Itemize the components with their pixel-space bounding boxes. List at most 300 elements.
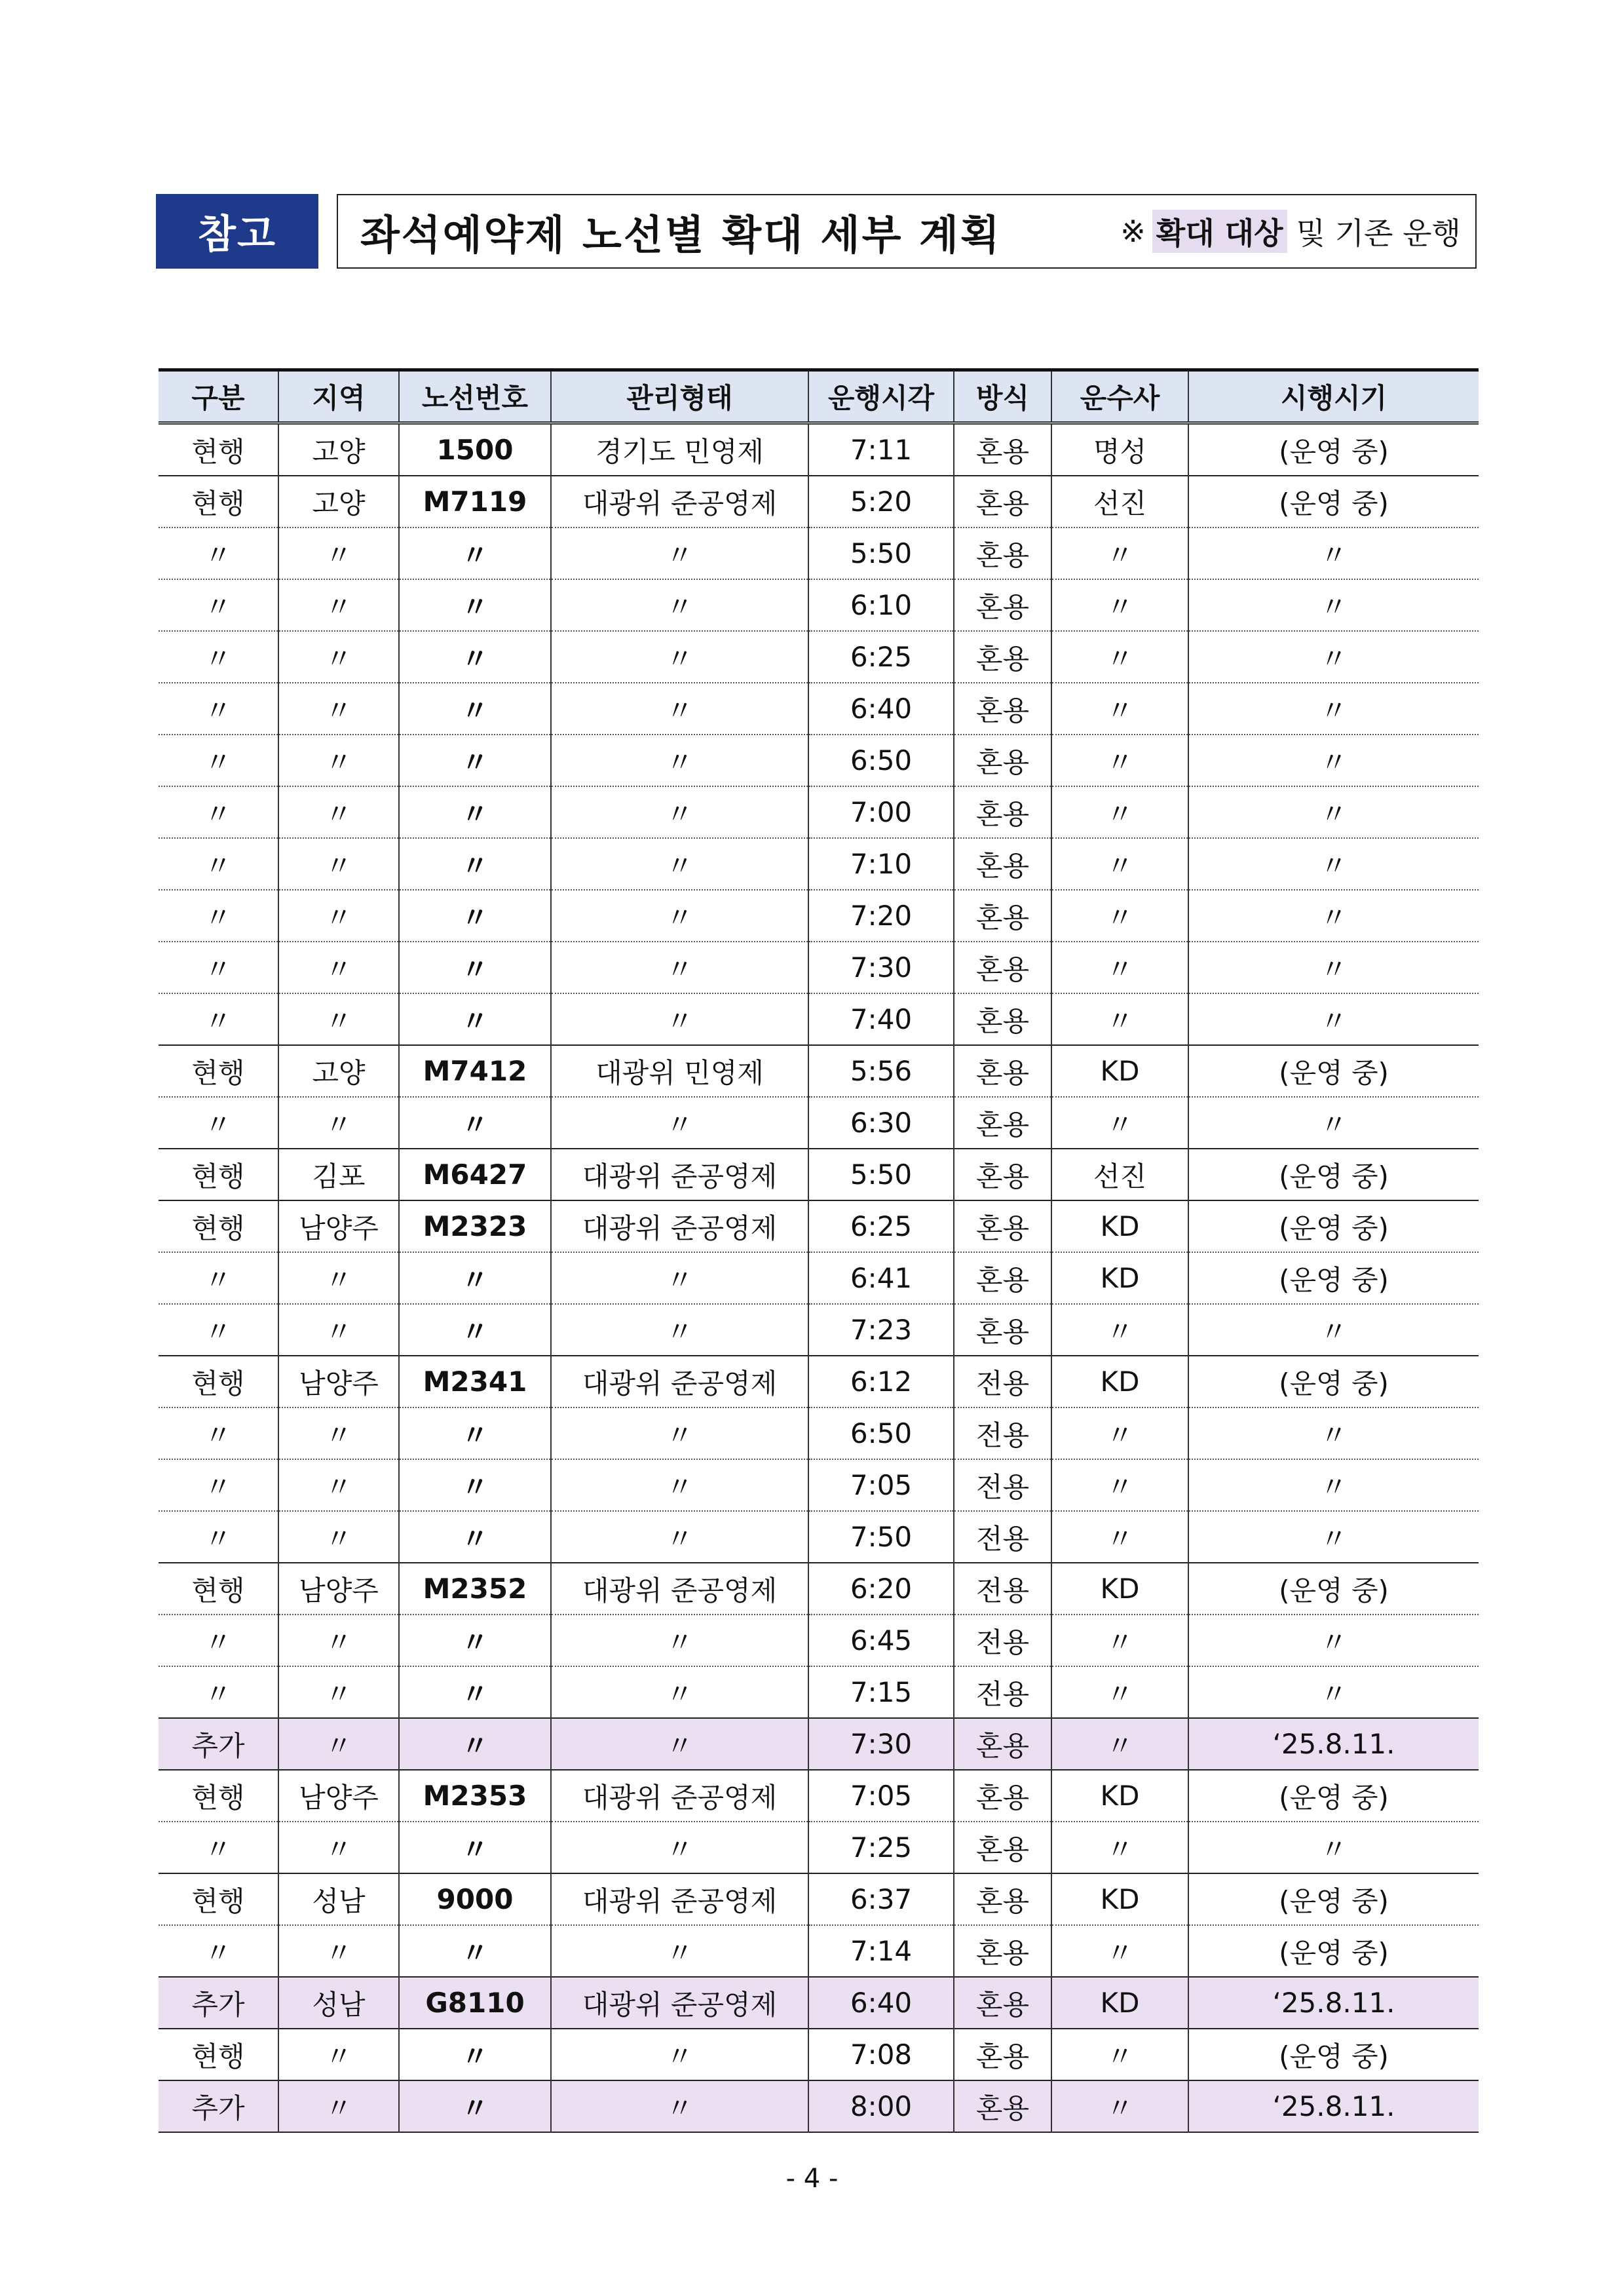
- route-number-cell: 〃: [399, 683, 551, 735]
- start-date-cell: (운영 중): [1188, 1045, 1479, 1097]
- start-date-cell: (운영 중): [1188, 1356, 1479, 1407]
- bus-company-cell: 명성: [1051, 423, 1188, 476]
- route-number-cell: M6427: [399, 1149, 551, 1200]
- bus-company-cell: 〃: [1051, 631, 1188, 683]
- management-type-cell: 〃: [551, 890, 808, 942]
- operation-mode-cell: 혼용: [954, 942, 1051, 993]
- table-row: [159, 423, 1479, 476]
- management-type-cell: 대광위 준공영제: [551, 476, 808, 527]
- bus-company-cell: 선진: [1051, 1149, 1188, 1200]
- column-header: 노선번호: [399, 370, 551, 423]
- route-number-cell: 〃: [399, 942, 551, 993]
- bus-company-cell: KD: [1051, 1770, 1188, 1822]
- column-header: 방식: [954, 370, 1051, 423]
- route-number-cell: M7119: [399, 476, 551, 527]
- start-date-cell: 〃: [1188, 942, 1479, 993]
- bus-company-cell: 〃: [1051, 735, 1188, 786]
- management-type-cell: 〃: [551, 527, 808, 579]
- region-cell: 〃: [278, 1459, 399, 1511]
- region-cell: 성남: [278, 1977, 399, 2029]
- region-cell: 〃: [278, 1304, 399, 1356]
- departure-time-cell: 7:10: [808, 838, 954, 890]
- management-type-cell: 〃: [551, 2029, 808, 2080]
- operation-mode-cell: 전용: [954, 1666, 1051, 1718]
- table-header-row: [159, 370, 1479, 423]
- table-row: [159, 1459, 1479, 1511]
- route-number-cell: M2323: [399, 1200, 551, 1252]
- table-row: [159, 1045, 1479, 1097]
- category-cell: 〃: [204, 1004, 232, 1037]
- management-type-cell: 〃: [551, 683, 808, 735]
- start-date-cell: 〃: [1188, 1304, 1479, 1356]
- table-row: [159, 527, 1479, 579]
- category-cell: 〃: [204, 1315, 232, 1348]
- bus-company-cell: 〃: [1051, 1097, 1188, 1149]
- departure-time-cell: 7:30: [808, 1718, 954, 1770]
- bus-company-cell: 선진: [1051, 476, 1188, 527]
- departure-time-cell: 7:00: [808, 786, 954, 838]
- region-cell: 남양주: [278, 1563, 399, 1615]
- column-header: 시행시기: [1188, 370, 1479, 423]
- start-date-cell: 〃: [1188, 1097, 1479, 1149]
- region-cell: 〃: [278, 786, 399, 838]
- region-cell: 〃: [278, 2080, 399, 2132]
- operation-mode-cell: 전용: [954, 1459, 1051, 1511]
- operation-mode-cell: 혼용: [954, 993, 1051, 1045]
- management-type-cell: 〃: [551, 2080, 808, 2132]
- operation-mode-cell: 전용: [954, 1407, 1051, 1459]
- region-cell: 남양주: [278, 1356, 399, 1407]
- table-row: [159, 631, 1479, 683]
- route-number-cell: 〃: [399, 1666, 551, 1718]
- management-type-cell: 〃: [551, 786, 808, 838]
- category-cell: 〃: [204, 1263, 232, 1296]
- table-row: [159, 1097, 1479, 1149]
- departure-time-cell: 6:10: [808, 579, 954, 631]
- region-cell: 〃: [278, 1615, 399, 1666]
- management-type-cell: 대광위 준공영제: [551, 1149, 808, 1200]
- start-date-cell: 〃: [1188, 683, 1479, 735]
- departure-time-cell: 7:15: [808, 1666, 954, 1718]
- departure-time-cell: 7:08: [808, 2029, 954, 2080]
- operation-mode-cell: 혼용: [954, 1149, 1051, 1200]
- start-date-cell: 〃: [1188, 735, 1479, 786]
- operation-mode-cell: 혼용: [954, 2080, 1051, 2132]
- operation-mode-cell: 혼용: [954, 890, 1051, 942]
- category-cell: 〃: [204, 901, 232, 934]
- route-number-cell: M2353: [399, 1770, 551, 1822]
- start-date-cell: (운영 중): [1188, 2029, 1479, 2080]
- start-date-cell: (운영 중): [1188, 1770, 1479, 1822]
- region-cell: 김포: [278, 1149, 399, 1200]
- departure-time-cell: 7:23: [808, 1304, 954, 1356]
- start-date-cell: (운영 중): [1188, 1200, 1479, 1252]
- start-date-cell: 〃: [1188, 890, 1479, 942]
- management-type-cell: 〃: [551, 579, 808, 631]
- column-header: 구분: [159, 370, 278, 423]
- management-type-cell: 대광위 준공영제: [551, 1873, 808, 1925]
- management-type-cell: 〃: [551, 631, 808, 683]
- table-row: [159, 838, 1479, 890]
- route-number-cell: 〃: [399, 1459, 551, 1511]
- management-type-cell: 대광위 준공영제: [551, 1977, 808, 2029]
- region-cell: 〃: [278, 2029, 399, 2080]
- departure-time-cell: 6:20: [808, 1563, 954, 1615]
- column-header: 운수사: [1051, 370, 1188, 423]
- route-number-cell: 〃: [399, 527, 551, 579]
- bus-company-cell: 〃: [1051, 1666, 1188, 1718]
- route-number-cell: 〃: [399, 735, 551, 786]
- management-type-cell: 〃: [551, 1925, 808, 1977]
- table-row: [159, 786, 1479, 838]
- route-number-cell: 〃: [399, 2029, 551, 2080]
- table-row: [159, 1149, 1479, 1200]
- route-number-cell: 〃: [399, 1925, 551, 1977]
- operation-mode-cell: 혼용: [954, 476, 1051, 527]
- departure-time-cell: 8:00: [808, 2080, 954, 2132]
- category-cell: 〃: [204, 642, 232, 675]
- operation-mode-cell: 전용: [954, 1563, 1051, 1615]
- bus-company-cell: 〃: [1051, 2080, 1188, 2132]
- route-number-cell: 〃: [399, 1822, 551, 1873]
- bus-company-cell: 〃: [1051, 1615, 1188, 1666]
- management-type-cell: 대광위 준공영제: [551, 1356, 808, 1407]
- region-cell: 〃: [278, 1511, 399, 1563]
- table-row: [159, 1407, 1479, 1459]
- operation-mode-cell: 혼용: [954, 1045, 1051, 1097]
- page-title: 좌석예약제 노선별 확대 세부 계획: [360, 210, 1002, 259]
- management-type-cell: 〃: [551, 1459, 808, 1511]
- category-cell: 〃: [204, 694, 232, 727]
- category-cell: 추가: [159, 2080, 278, 2132]
- management-type-cell: 〃: [551, 1304, 808, 1356]
- region-cell: 남양주: [278, 1200, 399, 1252]
- bus-company-cell: 〃: [1051, 838, 1188, 890]
- table-row: [159, 2080, 1479, 2132]
- title-box: [337, 194, 1477, 269]
- table-row: [159, 1977, 1479, 2029]
- start-date-cell: 〃: [1188, 1511, 1479, 1563]
- bus-company-cell: KD: [1051, 1045, 1188, 1097]
- route-number-cell: 〃: [399, 1304, 551, 1356]
- table-row: [159, 942, 1479, 993]
- start-date-cell: 〃: [1188, 1459, 1479, 1511]
- departure-time-cell: 5:50: [808, 1149, 954, 1200]
- departure-time-cell: 6:25: [808, 1200, 954, 1252]
- category-cell: 현행: [191, 487, 245, 520]
- management-type-cell: 〃: [551, 1718, 808, 1770]
- bus-company-cell: KD: [1051, 1356, 1188, 1407]
- table-row: [159, 1718, 1479, 1770]
- category-cell: 〃: [204, 1833, 232, 1866]
- operation-mode-cell: 전용: [954, 1511, 1051, 1563]
- management-type-cell: 대광위 준공영제: [551, 1200, 808, 1252]
- departure-time-cell: 6:37: [808, 1873, 954, 1925]
- category-cell: 추가: [159, 1977, 278, 2029]
- operation-mode-cell: 혼용: [954, 2029, 1051, 2080]
- table-row: [159, 1252, 1479, 1304]
- region-cell: 남양주: [278, 1770, 399, 1822]
- column-header: 운행시각: [808, 370, 954, 423]
- departure-time-cell: 6:25: [808, 631, 954, 683]
- category-cell: 〃: [204, 1677, 232, 1710]
- region-cell: 고양: [278, 1045, 399, 1097]
- category-cell: 현행: [191, 435, 245, 468]
- region-cell: 〃: [278, 838, 399, 890]
- region-cell: 〃: [278, 1097, 399, 1149]
- region-cell: 고양: [278, 423, 399, 476]
- start-date-cell: 〃: [1188, 1666, 1479, 1718]
- start-date-cell: 〃: [1188, 527, 1479, 579]
- operation-mode-cell: 혼용: [954, 579, 1051, 631]
- management-type-cell: 〃: [551, 1097, 808, 1149]
- start-date-cell: (운영 중): [1188, 1873, 1479, 1925]
- start-date-cell: ‘25.8.11.: [1188, 2080, 1479, 2132]
- route-number-cell: 〃: [399, 1252, 551, 1304]
- table-row: [159, 1666, 1479, 1718]
- table-row: [159, 993, 1479, 1045]
- start-date-cell: (운영 중): [1188, 423, 1479, 476]
- table-row: [159, 579, 1479, 631]
- category-cell: 추가: [159, 1718, 278, 1770]
- reference-badge: 참고: [156, 194, 318, 269]
- note-mark: ※: [1120, 214, 1146, 249]
- start-date-cell: ‘25.8.11.: [1188, 1977, 1479, 2029]
- management-type-cell: 〃: [551, 1252, 808, 1304]
- operation-mode-cell: 혼용: [954, 1200, 1051, 1252]
- category-cell: 〃: [204, 953, 232, 985]
- table-row: [159, 476, 1479, 527]
- start-date-cell: (운영 중): [1188, 1149, 1479, 1200]
- start-date-cell: (운영 중): [1188, 1925, 1479, 1977]
- route-number-cell: M2352: [399, 1563, 551, 1615]
- route-number-cell: M2341: [399, 1356, 551, 1407]
- category-cell: 현행: [191, 1781, 245, 1814]
- table-row: [159, 1770, 1479, 1822]
- operation-mode-cell: 혼용: [954, 1822, 1051, 1873]
- management-type-cell: 〃: [551, 1511, 808, 1563]
- departure-time-cell: 6:30: [808, 1097, 954, 1149]
- operation-mode-cell: 혼용: [954, 1977, 1051, 2029]
- start-date-cell: 〃: [1188, 993, 1479, 1045]
- management-type-cell: 〃: [551, 1666, 808, 1718]
- operation-mode-cell: 혼용: [954, 683, 1051, 735]
- operation-mode-cell: 혼용: [954, 735, 1051, 786]
- table-row: [159, 1200, 1479, 1252]
- category-cell: 〃: [204, 1626, 232, 1658]
- start-date-cell: 〃: [1188, 631, 1479, 683]
- bus-company-cell: 〃: [1051, 1822, 1188, 1873]
- route-number-cell: 〃: [399, 579, 551, 631]
- operation-mode-cell: 혼용: [954, 1252, 1051, 1304]
- bus-company-cell: 〃: [1051, 1304, 1188, 1356]
- category-cell: 〃: [204, 849, 232, 882]
- bus-company-cell: 〃: [1051, 1407, 1188, 1459]
- route-number-cell: 〃: [399, 786, 551, 838]
- table-row: [159, 1822, 1479, 1873]
- start-date-cell: 〃: [1188, 1822, 1479, 1873]
- bus-company-cell: KD: [1051, 1252, 1188, 1304]
- region-cell: 성남: [278, 1873, 399, 1925]
- management-type-cell: 대광위 준공영제: [551, 1563, 808, 1615]
- bus-company-cell: 〃: [1051, 2029, 1188, 2080]
- departure-time-cell: 7:05: [808, 1459, 954, 1511]
- departure-time-cell: 7:11: [808, 423, 954, 476]
- region-cell: 〃: [278, 1666, 399, 1718]
- departure-time-cell: 6:41: [808, 1252, 954, 1304]
- page-number: - 4 -: [785, 2164, 839, 2194]
- category-cell: 〃: [204, 590, 232, 623]
- departure-time-cell: 7:14: [808, 1925, 954, 1977]
- region-cell: 〃: [278, 527, 399, 579]
- departure-time-cell: 5:56: [808, 1045, 954, 1097]
- category-cell: 현행: [191, 2040, 245, 2073]
- region-cell: 〃: [278, 1407, 399, 1459]
- bus-company-cell: 〃: [1051, 1511, 1188, 1563]
- departure-time-cell: 7:05: [808, 1770, 954, 1822]
- operation-mode-cell: 전용: [954, 1615, 1051, 1666]
- category-cell: 〃: [204, 1470, 232, 1503]
- bus-company-cell: 〃: [1051, 527, 1188, 579]
- operation-mode-cell: 혼용: [954, 786, 1051, 838]
- bus-company-cell: 〃: [1051, 683, 1188, 735]
- region-cell: 〃: [278, 993, 399, 1045]
- region-cell: 〃: [278, 942, 399, 993]
- departure-time-cell: 5:50: [808, 527, 954, 579]
- region-cell: 고양: [278, 476, 399, 527]
- route-number-cell: 1500: [399, 423, 551, 476]
- management-type-cell: 〃: [551, 1822, 808, 1873]
- management-type-cell: 〃: [551, 942, 808, 993]
- table-row: [159, 2029, 1479, 2080]
- departure-time-cell: 6:50: [808, 1407, 954, 1459]
- table-row: [159, 1356, 1479, 1407]
- region-cell: 〃: [278, 890, 399, 942]
- route-number-cell: 〃: [399, 631, 551, 683]
- management-type-cell: 〃: [551, 993, 808, 1045]
- departure-time-cell: 5:20: [808, 476, 954, 527]
- start-date-cell: ‘25.8.11.: [1188, 1718, 1479, 1770]
- route-number-cell: 〃: [399, 993, 551, 1045]
- category-cell: 현행: [191, 1212, 245, 1244]
- bus-company-cell: KD: [1051, 1563, 1188, 1615]
- note-rest: 및 기존 운행: [1296, 216, 1461, 251]
- management-type-cell: 〃: [551, 1407, 808, 1459]
- route-number-cell: 〃: [399, 890, 551, 942]
- bus-company-cell: 〃: [1051, 890, 1188, 942]
- region-cell: 〃: [278, 1252, 399, 1304]
- management-type-cell: 〃: [551, 838, 808, 890]
- region-cell: 〃: [278, 735, 399, 786]
- region-cell: 〃: [278, 1822, 399, 1873]
- management-type-cell: 대광위 민영제: [551, 1045, 808, 1097]
- table-row: [159, 735, 1479, 786]
- departure-time-cell: 6:40: [808, 683, 954, 735]
- management-type-cell: 대광위 준공영제: [551, 1770, 808, 1822]
- departure-time-cell: 6:45: [808, 1615, 954, 1666]
- table-row: [159, 1873, 1479, 1925]
- start-date-cell: 〃: [1188, 786, 1479, 838]
- category-cell: 현행: [191, 1160, 245, 1193]
- category-cell: 〃: [204, 1936, 232, 1969]
- table-row: [159, 683, 1479, 735]
- category-cell: 〃: [204, 539, 232, 571]
- category-cell: 현행: [191, 1367, 245, 1400]
- route-number-cell: 〃: [399, 1097, 551, 1149]
- operation-mode-cell: 혼용: [954, 1770, 1051, 1822]
- region-cell: 〃: [278, 1718, 399, 1770]
- departure-time-cell: 7:25: [808, 1822, 954, 1873]
- route-number-cell: 〃: [399, 1615, 551, 1666]
- bus-company-cell: KD: [1051, 1873, 1188, 1925]
- start-date-cell: (운영 중): [1188, 1252, 1479, 1304]
- operation-mode-cell: 혼용: [954, 527, 1051, 579]
- table-row: [159, 1925, 1479, 1977]
- departure-time-cell: 7:20: [808, 890, 954, 942]
- category-cell: 〃: [204, 797, 232, 830]
- operation-mode-cell: 혼용: [954, 1925, 1051, 1977]
- route-number-cell: 〃: [399, 2080, 551, 2132]
- category-cell: 현행: [191, 1885, 245, 1917]
- route-number-cell: M7412: [399, 1045, 551, 1097]
- operation-mode-cell: 혼용: [954, 1873, 1051, 1925]
- table-row: [159, 1304, 1479, 1356]
- bus-company-cell: 〃: [1051, 1459, 1188, 1511]
- operation-mode-cell: 전용: [954, 1356, 1051, 1407]
- departure-time-cell: 6:12: [808, 1356, 954, 1407]
- departure-time-cell: 6:40: [808, 1977, 954, 2029]
- category-cell: 〃: [204, 1419, 232, 1451]
- table-row: [159, 1615, 1479, 1666]
- operation-mode-cell: 혼용: [954, 838, 1051, 890]
- operation-mode-cell: 혼용: [954, 631, 1051, 683]
- table-row: [159, 1563, 1479, 1615]
- table-row: [159, 890, 1479, 942]
- operation-mode-cell: 혼용: [954, 1304, 1051, 1356]
- route-number-cell: 〃: [399, 1718, 551, 1770]
- category-cell: 〃: [204, 746, 232, 778]
- region-cell: 〃: [278, 631, 399, 683]
- route-number-cell: 〃: [399, 1511, 551, 1563]
- route-number-cell: G8110: [399, 1977, 551, 2029]
- start-date-cell: 〃: [1188, 579, 1479, 631]
- bus-company-cell: 〃: [1051, 579, 1188, 631]
- category-cell: 〃: [204, 1108, 232, 1141]
- start-date-cell: (운영 중): [1188, 1563, 1479, 1615]
- start-date-cell: 〃: [1188, 838, 1479, 890]
- table-row: [159, 1511, 1479, 1563]
- bus-company-cell: 〃: [1051, 1925, 1188, 1977]
- column-header: 지역: [278, 370, 399, 423]
- region-cell: 〃: [278, 683, 399, 735]
- operation-mode-cell: 혼용: [954, 1097, 1051, 1149]
- category-cell: 현행: [191, 1574, 245, 1607]
- management-type-cell: 〃: [551, 1615, 808, 1666]
- region-cell: 〃: [278, 1925, 399, 1977]
- column-header: 관리형태: [551, 370, 808, 423]
- departure-time-cell: 6:50: [808, 735, 954, 786]
- category-cell: 현행: [191, 1056, 245, 1089]
- management-type-cell: 〃: [551, 735, 808, 786]
- bus-company-cell: KD: [1051, 1977, 1188, 2029]
- bus-company-cell: 〃: [1051, 786, 1188, 838]
- departure-time-cell: 7:40: [808, 993, 954, 1045]
- operation-mode-cell: 혼용: [954, 1718, 1051, 1770]
- departure-time-cell: 7:50: [808, 1511, 954, 1563]
- bus-company-cell: 〃: [1051, 993, 1188, 1045]
- title-note: [1120, 210, 1461, 253]
- note-highlight-expansion-target: 확대 대상: [1152, 210, 1287, 253]
